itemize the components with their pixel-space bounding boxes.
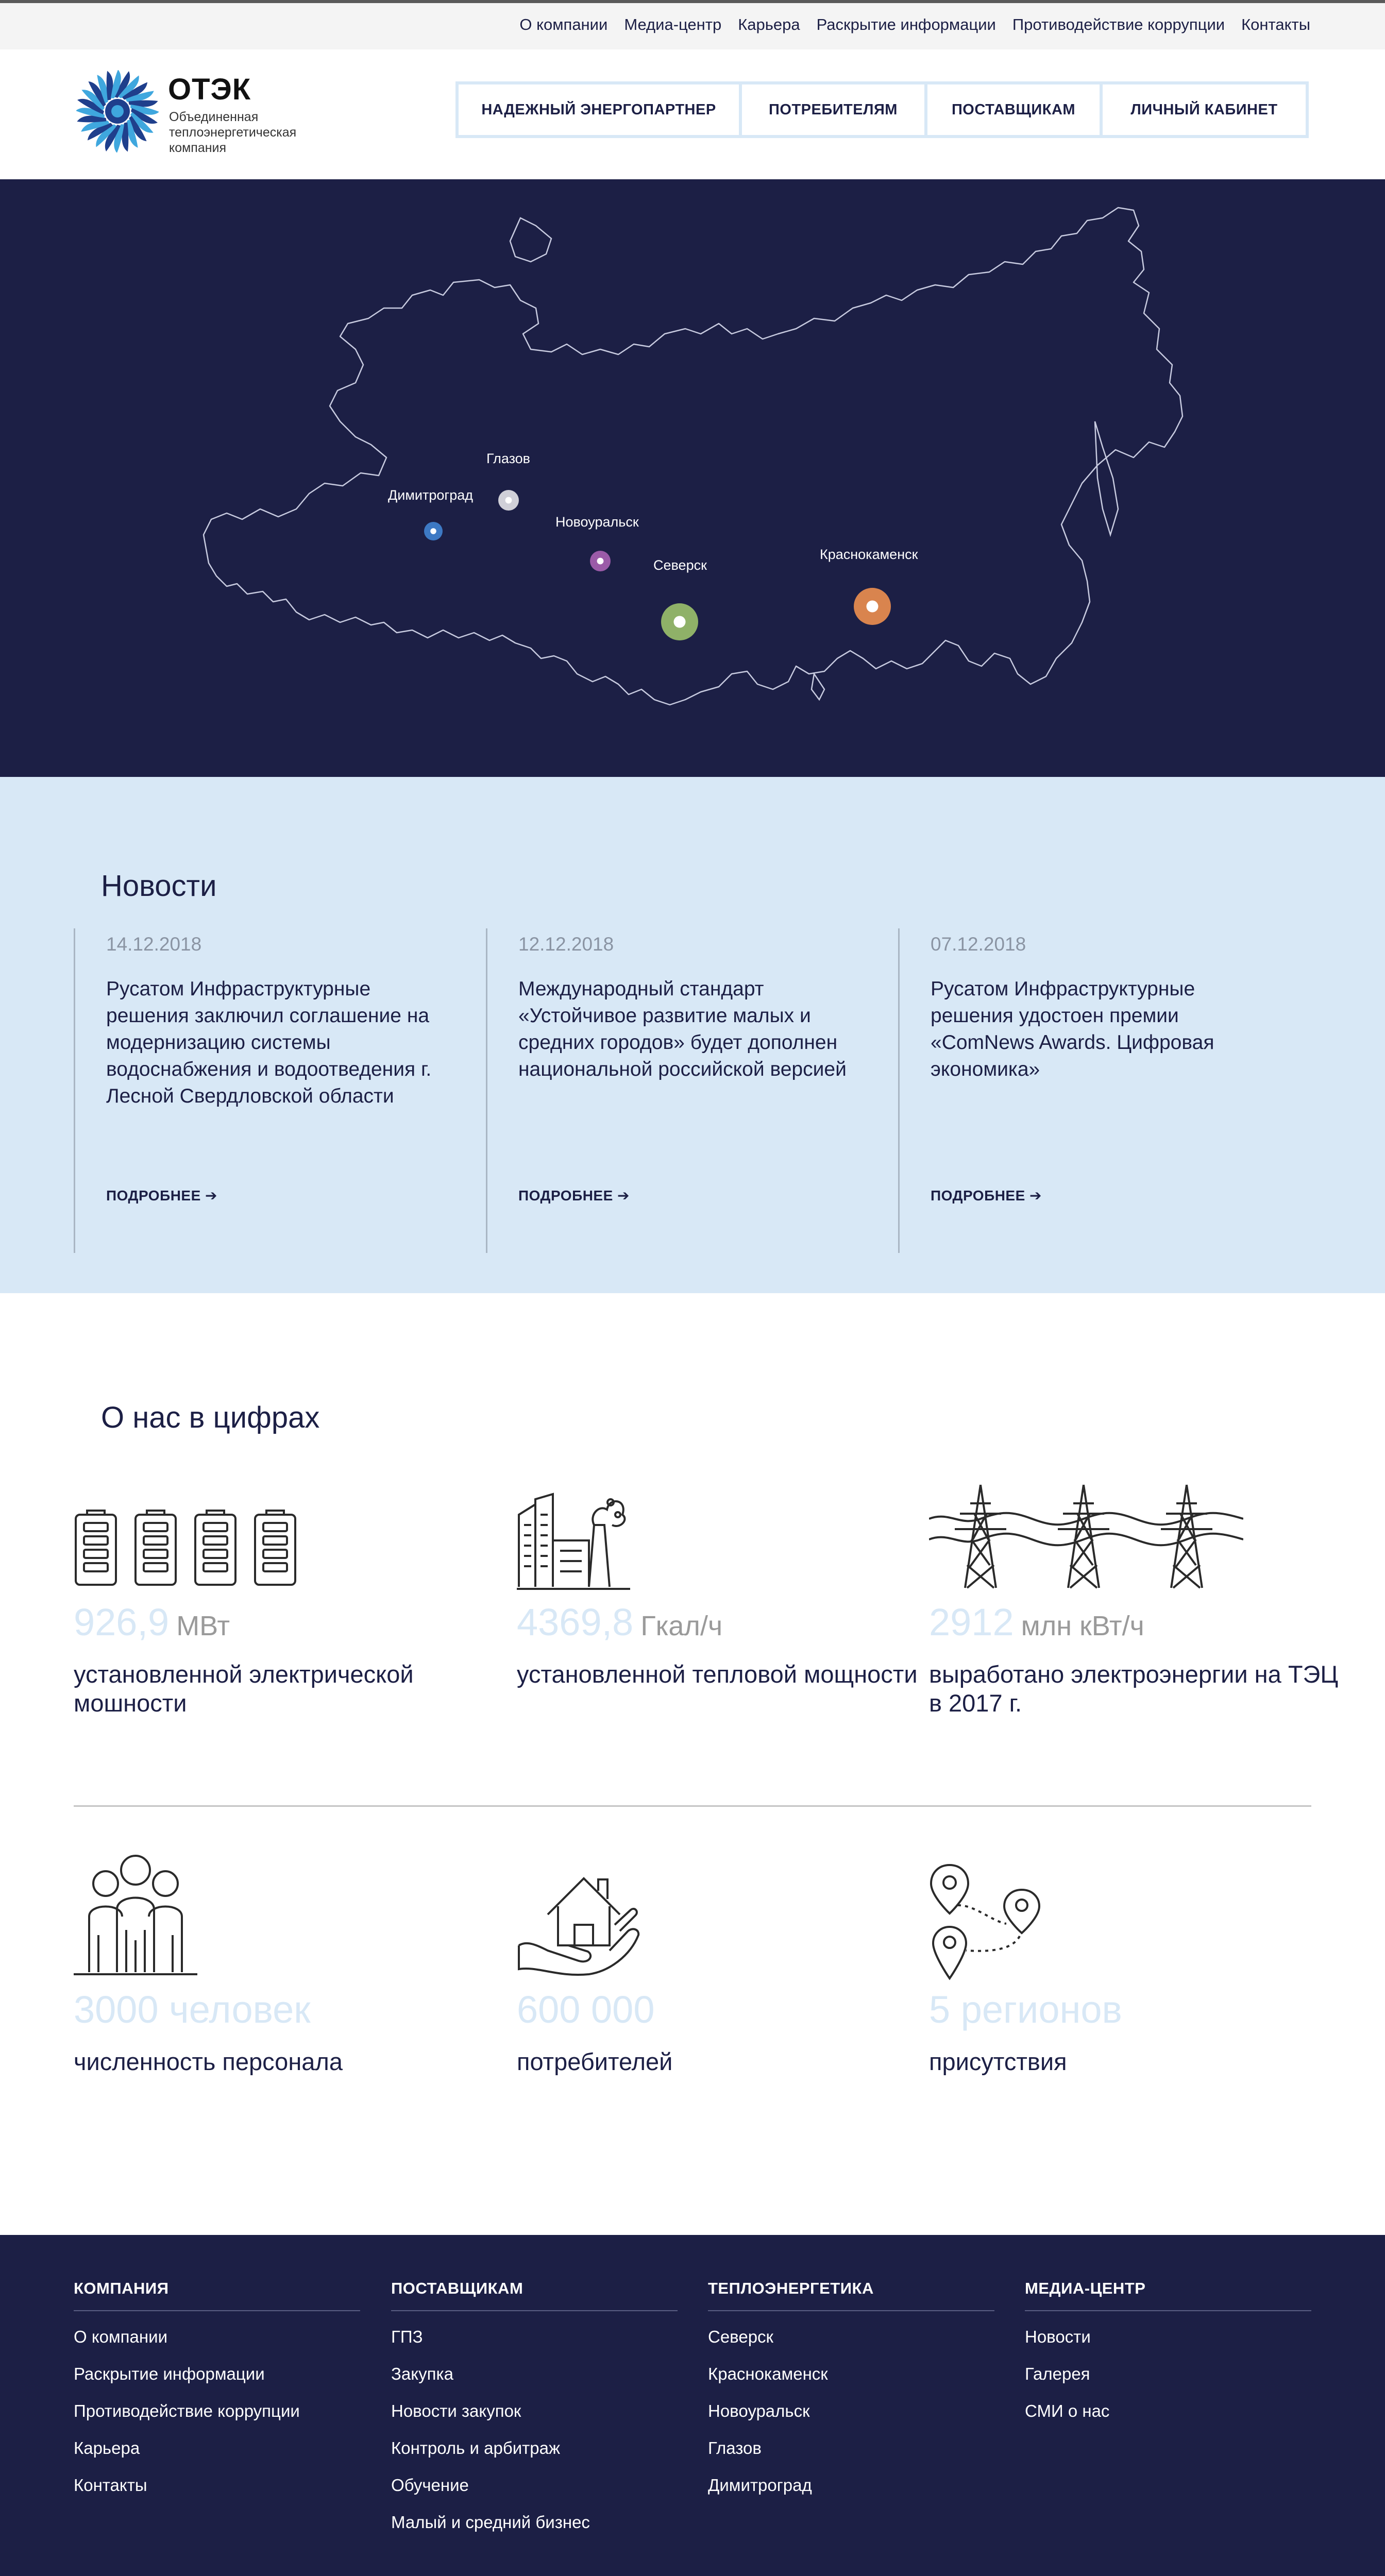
city-label-krasnokamensk[interactable]: Краснокаменск bbox=[820, 547, 918, 562]
arrow-right-icon: ➔ bbox=[617, 1188, 630, 1204]
stat-description: присутствия bbox=[929, 2048, 1067, 2075]
nav-consumers[interactable]: ПОТРЕБИТЕЛЯМ bbox=[742, 84, 924, 135]
city-label-glazov[interactable]: Глазов bbox=[486, 451, 531, 466]
utility-nav bbox=[519, 15, 1310, 34]
footer-column-media bbox=[1025, 2279, 1311, 2437]
footer-link[interactable]: Новоуральск bbox=[708, 2401, 810, 2420]
nav-suppliers[interactable]: ПОСТАВЩИКАМ bbox=[927, 84, 1100, 135]
stat-value bbox=[929, 1988, 1122, 2031]
main-nav bbox=[455, 81, 1309, 138]
news-more-link[interactable] bbox=[518, 1187, 630, 1204]
logo-name: ОТЭК bbox=[168, 73, 251, 106]
stat-heat-capacity bbox=[517, 1484, 939, 1736]
footer-link[interactable]: Краснокаменск bbox=[708, 2364, 828, 2383]
arrow-right-icon: ➔ bbox=[1029, 1188, 1042, 1204]
city-label-novouralsk[interactable]: Новоуральск bbox=[555, 514, 639, 530]
stat-description: численность персонала bbox=[74, 2048, 343, 2075]
footer-column-title: МЕДИА-ЦЕНТР bbox=[1025, 2279, 1311, 2311]
stat-number: 600 000 bbox=[517, 1988, 655, 2031]
news-more-label: ПОДРОБНЕЕ bbox=[931, 1188, 1025, 1204]
footer-link[interactable]: Новости bbox=[1025, 2327, 1091, 2346]
stat-number: 3000 человек bbox=[74, 1988, 311, 2031]
stat-number: 926,9 bbox=[74, 1601, 170, 1643]
news-more-label: ПОДРОБНЕЕ bbox=[518, 1188, 613, 1204]
footer-link[interactable]: Глазов bbox=[708, 2438, 762, 2458]
footer-column-title: ПОСТАВЩИКАМ bbox=[391, 2279, 678, 2311]
russia-map bbox=[0, 179, 1385, 777]
stat-description: потребителей bbox=[517, 2048, 673, 2075]
stat-unit: Гкал/ч bbox=[640, 1611, 723, 1641]
stat-staff bbox=[74, 1853, 496, 2090]
news-text[interactable]: Русатом Инфраструктурные решения удостоен премии «ComNews Awards. Цифровая экономика» bbox=[931, 978, 1214, 1080]
news-text[interactable]: Международный стандарт «Устойчивое развитие малых и средних городов» будет дополнен национальной российской версией bbox=[518, 978, 847, 1080]
footer-column-title: ТЕПЛОЭНЕРГЕТИКА bbox=[708, 2279, 994, 2311]
stat-description: установленной электрической мошности bbox=[74, 1660, 414, 1717]
logo-swirl-icon bbox=[76, 70, 159, 152]
utility-bar bbox=[0, 0, 1385, 49]
stat-unit: млн кВт/ч bbox=[1021, 1611, 1144, 1641]
news-more-label: ПОДРОБНЕЕ bbox=[106, 1188, 201, 1204]
footer-link[interactable]: Северск bbox=[708, 2327, 773, 2346]
city-marker-dot bbox=[673, 616, 685, 628]
footer-link[interactable]: Раскрытие информации bbox=[74, 2364, 265, 2383]
nav-energy-partner[interactable]: НАДЕЖНЫЙ ЭНЕРГОПАРТНЕР bbox=[459, 84, 739, 135]
russia-outline-icon bbox=[0, 179, 1385, 777]
logo[interactable] bbox=[76, 70, 303, 155]
footer-link[interactable]: ГПЗ bbox=[391, 2327, 423, 2346]
footer-link[interactable]: Галерея bbox=[1025, 2364, 1090, 2383]
utility-link-about[interactable]: О компании bbox=[519, 15, 608, 33]
city-label-dimitrovgrad[interactable]: Димитроград bbox=[388, 487, 474, 503]
news-title: Новости bbox=[101, 869, 217, 903]
stat-description: установленной тепловой мощности bbox=[517, 1660, 918, 1688]
utility-link-disclosure[interactable]: Раскрытие информации bbox=[816, 15, 996, 33]
footer-link[interactable]: Обучение bbox=[391, 2476, 469, 2495]
utility-link-career[interactable]: Карьера bbox=[738, 15, 800, 33]
utility-link-contacts[interactable]: Контакты bbox=[1241, 15, 1310, 33]
footer-link[interactable]: Новости закупок bbox=[391, 2401, 521, 2420]
news-card[interactable] bbox=[74, 928, 450, 1253]
battery-icon bbox=[74, 1510, 311, 1587]
site-footer bbox=[0, 2235, 1385, 2576]
news-date: 07.12.2018 bbox=[931, 934, 1026, 955]
news-text[interactable]: Русатом Инфраструктурные решения заключил соглашение на модернизацию системы водоснабжения и водоотведения г. Лесной Свердловской области bbox=[106, 978, 432, 1107]
footer-column-title: КОМПАНИЯ bbox=[74, 2279, 360, 2311]
city-marker-dot bbox=[597, 558, 604, 565]
footer-link[interactable]: Противодействие коррупции bbox=[74, 2401, 300, 2420]
stat-unit: МВт bbox=[176, 1611, 230, 1641]
stat-value bbox=[929, 1600, 1144, 1644]
nav-personal-account[interactable]: ЛИЧНЫЙ КАБИНЕТ bbox=[1103, 84, 1306, 135]
footer-link[interactable]: Димитроград bbox=[708, 2476, 812, 2495]
footer-link[interactable]: СМИ о нас bbox=[1025, 2401, 1110, 2420]
news-date: 14.12.2018 bbox=[106, 934, 202, 955]
stat-value bbox=[517, 1600, 722, 1644]
news-card[interactable] bbox=[898, 928, 1274, 1253]
footer-column-company bbox=[74, 2279, 360, 2511]
stat-value bbox=[74, 1988, 311, 2031]
city-marker-dot bbox=[505, 497, 512, 504]
footer-column-suppliers bbox=[391, 2279, 678, 2548]
footer-column-heat-energy bbox=[708, 2279, 994, 2511]
stat-value bbox=[74, 1600, 230, 1644]
utility-link-anticorruption[interactable]: Противодействие коррупции bbox=[1012, 15, 1225, 33]
people-icon bbox=[74, 1853, 197, 1977]
footer-link[interactable]: Малый и средний бизнес bbox=[391, 2513, 590, 2532]
news-more-link[interactable] bbox=[106, 1187, 217, 1204]
stat-consumers bbox=[517, 1868, 939, 2090]
house-hand-icon bbox=[517, 1868, 640, 1977]
stat-electric-capacity bbox=[74, 1510, 496, 1736]
stat-number: 4369,8 bbox=[517, 1601, 634, 1643]
footer-link[interactable]: Карьера bbox=[74, 2438, 140, 2458]
city-label-seversk[interactable]: Северск bbox=[653, 557, 707, 573]
footer-link[interactable]: Контакты bbox=[74, 2476, 147, 2495]
footer-link[interactable]: Закупка bbox=[391, 2364, 453, 2383]
power-tower-icon bbox=[929, 1483, 1243, 1590]
utility-link-media[interactable]: Медиа-центр bbox=[624, 15, 722, 33]
logo-subtitle: Объединенная теплоэнергетическая компания bbox=[169, 110, 297, 155]
news-card[interactable] bbox=[486, 928, 862, 1253]
stats-divider bbox=[74, 1805, 1311, 1807]
power-plant-icon bbox=[517, 1484, 630, 1590]
stats-title: О нас в цифрах bbox=[101, 1401, 320, 1434]
news-date: 12.12.2018 bbox=[518, 934, 614, 955]
city-marker-dot bbox=[430, 528, 436, 534]
news-section bbox=[0, 777, 1385, 1293]
stat-description: выработано электроэнергии на ТЭЦ в 2017 г. bbox=[929, 1660, 1339, 1717]
stat-number: 5 регионов bbox=[929, 1988, 1122, 2031]
city-marker-dot bbox=[866, 600, 878, 612]
stat-value bbox=[517, 1988, 655, 2031]
route-pins-icon bbox=[929, 1864, 1042, 1980]
stat-generated-energy bbox=[929, 1483, 1352, 1736]
footer-link[interactable]: О компании bbox=[74, 2327, 167, 2346]
arrow-right-icon: ➔ bbox=[205, 1188, 218, 1204]
site-header bbox=[0, 49, 1385, 179]
footer-link[interactable]: Контроль и арбитраж bbox=[391, 2438, 561, 2458]
news-more-link[interactable] bbox=[931, 1187, 1042, 1204]
stat-regions bbox=[929, 1864, 1352, 2090]
stat-number: 2912 bbox=[929, 1601, 1014, 1643]
